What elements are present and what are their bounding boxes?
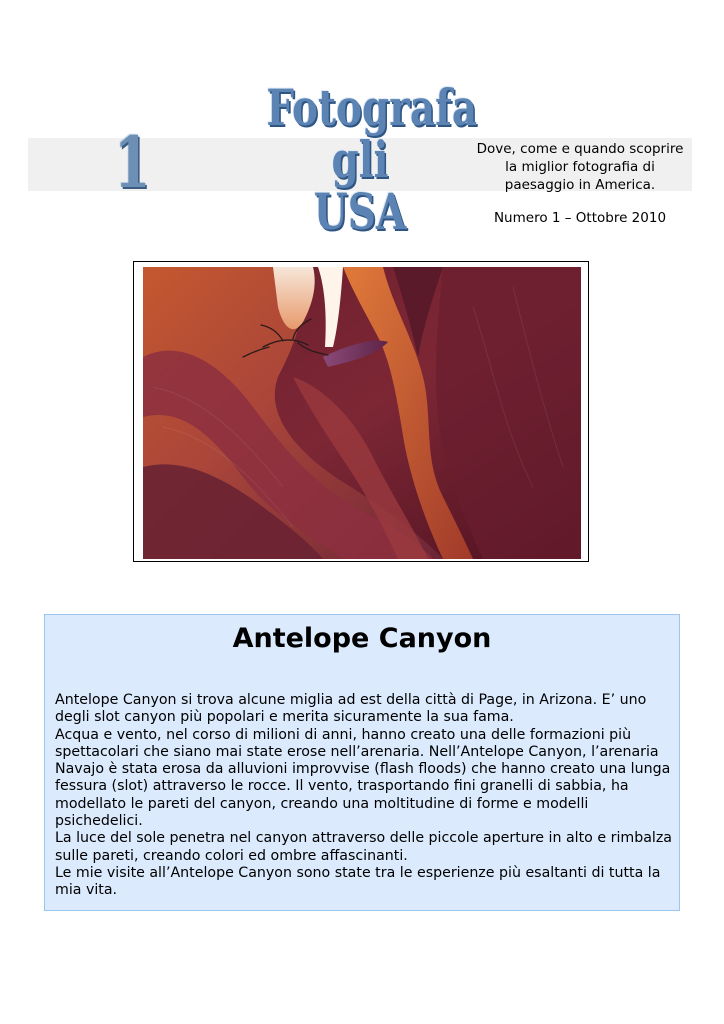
article-paragraph: La luce del sole penetra nel canyon attraverso delle piccole aperture in alto e rimbalza sulle pareti, creando colori ed ombre affascinanti.: [55, 830, 672, 864]
tagline: Dove, come e quando scoprire la miglior fotografia di paesaggio in America.: [476, 141, 684, 193]
canyon-photo-illustration: [143, 267, 581, 559]
masthead-line-3: USA: [313, 182, 407, 241]
article-body: [55, 692, 675, 900]
masthead-title: [240, 78, 480, 241]
cover-photo: [143, 267, 581, 559]
article-title: Antelope Canyon: [232, 623, 492, 654]
article-paragraph: Antelope Canyon si trova alcune miglia ad est della città di Page, in Arizona. E’ uno degli slot canyon più popolari e merita sicuramente la sua fama.: [55, 692, 647, 726]
masthead-line-1: Fotografa: [266, 78, 478, 137]
article-paragraph: Le mie visite all’Antelope Canyon sono state tra le esperienze più esaltanti di tutta la mia vita.: [55, 864, 661, 899]
article-paragraph: Acqua e vento, nel corso di milioni di anni, hanno creato una delle formazioni più spettacolari che siano mai state erose nell’arenaria. Nell’Antelope Canyon, l’arenaria Navajo è stata erosa da alluvioni improvvise (flash floods) che hanno creato una lunga fessura (slot) attraverso le rocce. Il vento, trasportando fini granelli di sabbia, ha modellato le pareti del canyon, creando una moltitudine di forme e modelli psichedelici.: [55, 726, 671, 830]
cover-photo-frame: [133, 261, 589, 562]
article-box: [44, 614, 680, 911]
issue-date: Numero 1 – Ottobre 2010: [493, 210, 667, 226]
masthead-line-2: gli: [331, 130, 389, 189]
issue-number: 1: [114, 121, 151, 204]
